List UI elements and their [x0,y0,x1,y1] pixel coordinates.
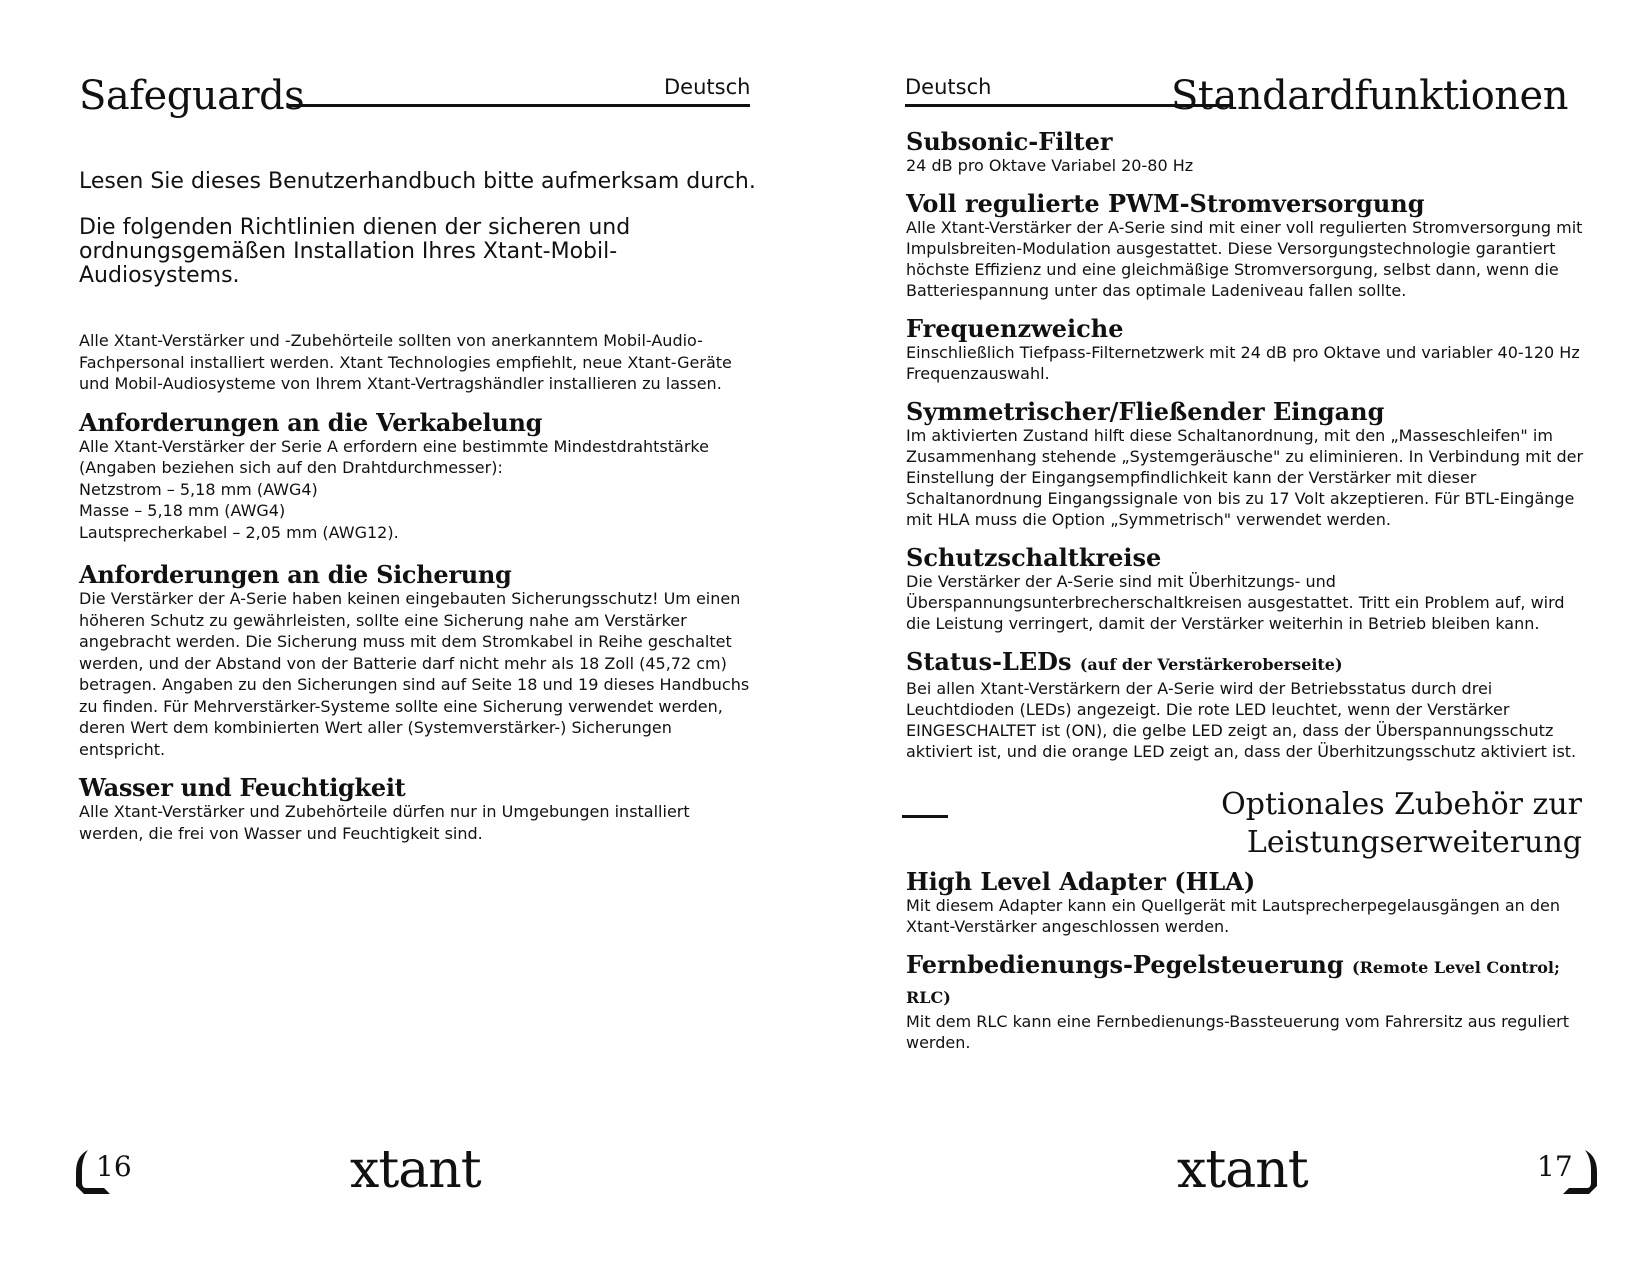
wiring-line: Masse – 5,18 mm (AWG4) [79,501,286,520]
install-note: Alle Xtant-Verstärker und -Zubehörteile sollten von anerkanntem Mobil-Audio-Fachpersonal installiert werden. Xtant Technologies empfiehlt, neue Xtant-Geräte und Mobil-Audiosysteme von Ihrem Xtant-Vertragshändler installieren zu lassen. [79,331,732,393]
section-title: Wasser und Feuchtigkeit [79,773,406,802]
header-rule [288,104,750,107]
section-text: Die Verstärker der A-Serie haben keinen eingebauten Sicherungsschutz! Um einen höheren Schutz zu gewährleisten, sollte eine Sicherung nahe am Verstärker angebracht werden. Die Sicherung muss mit dem Stromkabel in Reihe geschaltet werden, und der Abstand von der Batterie darf nicht mehr als 18 Zoll (45,72 cm) betragen. Angaben zu den Sicherungen sind auf Seite 18 und 19 dieses Handbuchs zu finden. Für Mehrverstärker-Systeme sollte eine Sicherung verwendet werden, deren Wert dem kombinierten Wert aller (Systemverstärker-) Sicherungen entspricht. [79,589,750,759]
accessory-title: Fernbedienungs-Pegelsteuerung (Remote Level Control; RLC) [906,950,1560,1007]
wiring-line: Netzstrom – 5,18 mm (AWG4) [79,479,318,499]
water-section [79,774,759,844]
page-corner-icon [1559,1148,1599,1196]
intro-text: Lesen Sie dieses Benutzerhandbuch bitte aufmerksam durch. [79,169,756,194]
feature-section [906,190,1586,301]
right-page [825,0,1650,1275]
left-column [79,170,759,844]
wiring-line: Lautsprecherkabel – 2,05 mm (AWG12). [79,522,399,542]
feature-text: 24 dB pro Oktave Variabel 20-80 Hz [906,156,1194,175]
intro-text: Die folgenden Richtlinien dienen der sicheren und ordnungsgemäßen Installation Ihres Xtant-Mobil-Audiosystems. [79,215,631,288]
optional-heading: Optionales Zubehör zur Leistungserweiterung [906,786,1586,862]
wiring-line: Alle Xtant-Verstärker der Serie A erfordern eine bestimmte Mindestdrahtstärke [79,436,709,456]
feature-text: Im aktivierten Zustand hilft diese Schaltanordnung, mit den „Masseschleifen" im Zusammenhang stehende „Systemgeräusche" zu eliminieren. In Verbindung mit der Einstellung der Eingangsempfindlichkeit kann der Verstärker mit dieser Schaltanordnung Eingangssignale von bis zu 17 Volt akzeptieren. Für BTL-Eingänge mit HLA muss die Option „Symmetrisch" verwendet werden. [906,426,1584,529]
accessory-section [906,868,1586,937]
feature-title: Frequenzweiche [906,314,1124,343]
accessory-text: Mit dem RLC kann eine Fernbedienungs-Bassteuerung vom Fahrersitz aus reguliert werden. [906,1012,1570,1052]
right-column [906,128,1586,1067]
language-label: Deutsch [664,75,751,99]
accessory-section [906,951,1586,1053]
feature-subtitle: (auf der Verstärkeroberseite) [1079,655,1343,674]
fuse-section [79,561,759,760]
wiring-section [79,409,759,544]
xtant-logo: xtant [1177,1140,1308,1200]
feature-title: Subsonic-Filter [906,127,1113,156]
feature-text: Bei allen Xtant-Verstärkern der A-Serie wird der Betriebsstatus durch drei Leuchtdioden (LEDs) angezeigt. Die rote LED leuchtet, wenn der Verstärker EINGESCHALTET ist (ON), die gelbe LED zeigt an, dass der Überspannungsschutz aktiviert ist, und die orange LED zeigt an, dass der Überhitzungsschutz aktiviert ist. [906,679,1577,761]
feature-title: Schutzschaltkreise [906,543,1162,572]
page-number: 16 [96,1150,132,1183]
language-label: Deutsch [905,75,992,99]
accessory-text: Mit diesem Adapter kann ein Quellgerät mit Lautsprecherpegelausgängen an den Xtant-Verstärker angeschlossen werden. [906,896,1561,936]
feature-section [906,128,1586,176]
section-title: Anforderungen an die Verkabelung [79,407,543,437]
feature-text: Alle Xtant-Verstärker der A-Serie sind mit einer voll regulierten Stromversorgung mit Impulsbreiten-Modulation ausgestattet. Diese Versorgungstechnologie garantiert höchste Effizienz und eine gleichmäßige Stromversorgung, selbst dann, wenn die Batteriespannung unter das optimale Ladeniveau fallen sollte. [906,218,1583,300]
section-title: Anforderungen an die Sicherung [79,560,512,589]
heading-rule [902,815,948,818]
section-text: Alle Xtant-Verstärker und Zubehörteile dürfen nur in Umgebungen installiert werden, die frei von Wasser und Feuchtigkeit sind. [79,802,690,843]
feature-title: Symmetrischer/Fließender Eingang [906,397,1385,426]
feature-text: Einschließlich Tiefpass-Filternetzwerk mit 24 dB pro Oktave und variabler 40-120 Hz Frequenzauswahl. [906,343,1580,383]
xtant-logo: xtant [350,1140,481,1200]
accessory-title: High Level Adapter (HLA) [906,867,1256,896]
page-title: Safeguards [79,73,305,119]
feature-section [906,398,1586,530]
wiring-line: (Angaben beziehen sich auf den Drahtdurchmesser): [79,458,503,477]
feature-title: Status-LEDs (auf der Verstärkeroberseite) [906,647,1343,676]
feature-section [906,648,1586,762]
feature-text: Die Verstärker der A-Serie sind mit Überhitzungs- und Überspannungsunterbrecherschaltkreisen ausgestattet. Tritt ein Problem auf, wird die Leistung verringert, damit der Verstärker weiterhin in Betrieb bleiben kann. [906,572,1565,633]
accessory-subtitle: (Remote Level Control; RLC) [906,958,1560,1007]
feature-title: Voll regulierte PWM-Stromversorgung [906,189,1425,218]
feature-section [906,544,1586,634]
feature-section [906,315,1586,384]
page-title: Standardfunktionen [1171,73,1568,119]
page-number: 17 [1537,1150,1573,1183]
